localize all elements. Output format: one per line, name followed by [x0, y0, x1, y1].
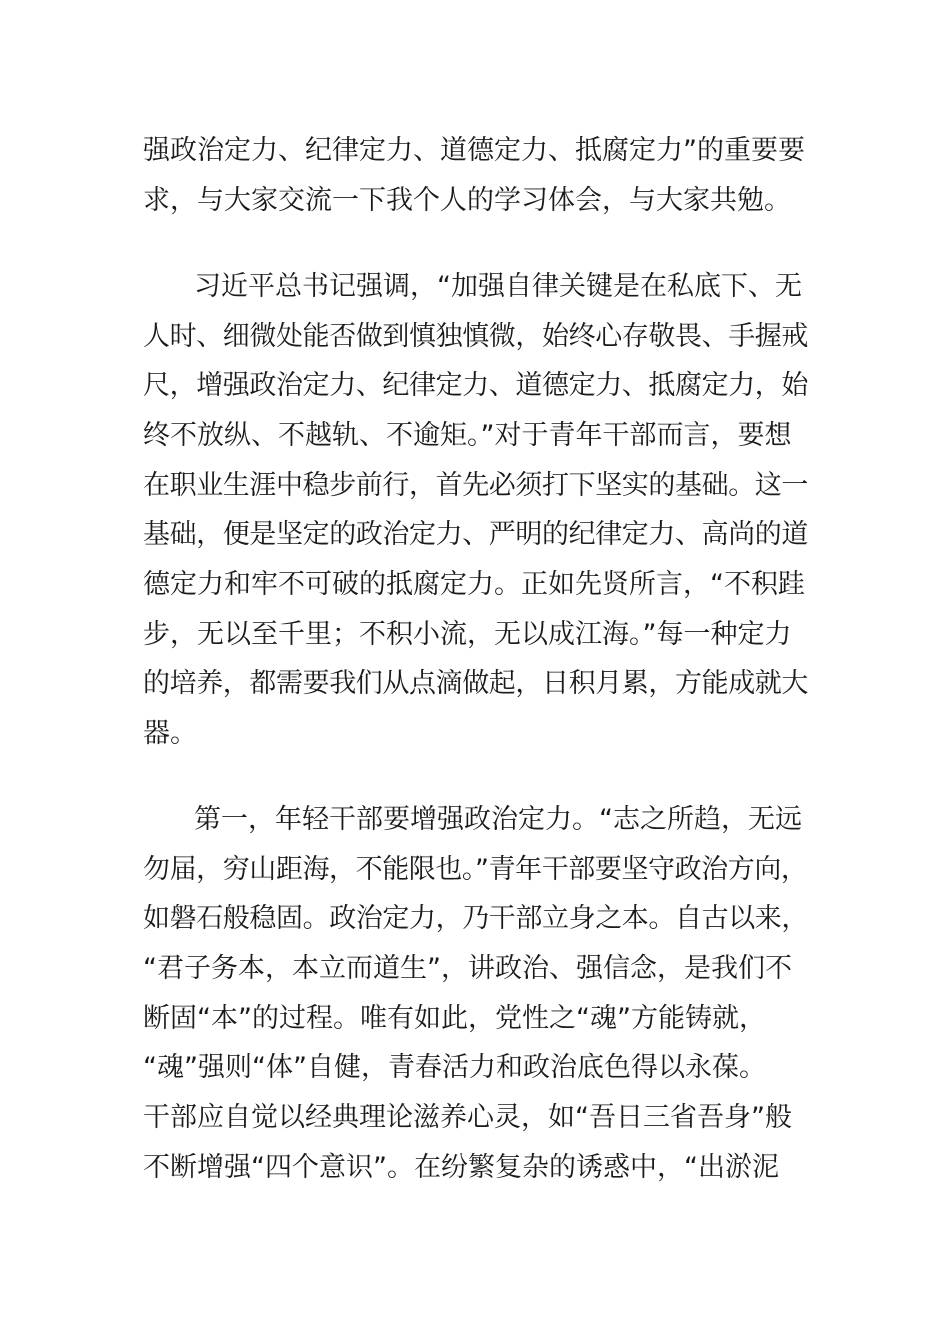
- text-line-indented: 习近平总书记强调，“加强自律关键是在私底下、无: [194, 271, 802, 302]
- text-line: 人时、细微处能否做到慎独慎微，始终心存敬畏、手握戒: [143, 321, 808, 352]
- text-line: 强政治定力、纪律定力、道德定力、抵腐定力”的重要要: [143, 135, 805, 166]
- text-line: 勿届，穷山距海，不能限也。”青年干部要坚守政治方向，: [143, 854, 808, 885]
- text-line: 不断增强“四个意识”。在纷繁复杂的诱惑中，“出淤泥: [143, 1152, 779, 1183]
- text-line: “魂”强则“体”自健，青春活力和政治底色得以永葆。: [143, 1052, 766, 1083]
- text-line: 断固“本”的过程。唯有如此，党性之“魂”方能铸就，: [143, 1003, 766, 1034]
- text-line: 干部应自觉以经典理论滋养心灵，如“吾日三省吾身”般: [143, 1102, 792, 1133]
- text-line: 终不放纵、不越轨、不逾矩。”对于青年干部而言，要想: [143, 420, 792, 451]
- text-line: 的培养，都需要我们从点滴做起，日积月累，方能成就大: [143, 668, 808, 699]
- text-line: 在职业生涯中稳步前行，首先必须打下坚实的基础。这一: [143, 470, 808, 501]
- text-line: 尺，增强政治定力、纪律定力、道德定力、抵腐定力，始: [143, 370, 808, 401]
- text-line: 基础，便是坚定的政治定力、严明的纪律定力、高尚的道: [143, 519, 808, 550]
- text-line: 求，与大家交流一下我个人的学习体会，与大家共勉。: [143, 185, 791, 216]
- text-line: “君子务本，本立而道生”，讲政治、强信念，是我们不: [143, 953, 792, 984]
- text-line: 德定力和牢不可破的抵腐定力。正如先贤所言，“不积跬: [143, 569, 805, 600]
- text-line: 如磐石般稳固。政治定力，乃干部立身之本。自古以来，: [143, 903, 808, 934]
- text-line: 步，无以至千里；不积小流，无以成江海。”每一种定力: [143, 619, 792, 650]
- text-line: 器。: [143, 718, 197, 749]
- text-line-indented: 第一，年轻干部要增强政治定力。“志之所趋，无远: [194, 804, 802, 835]
